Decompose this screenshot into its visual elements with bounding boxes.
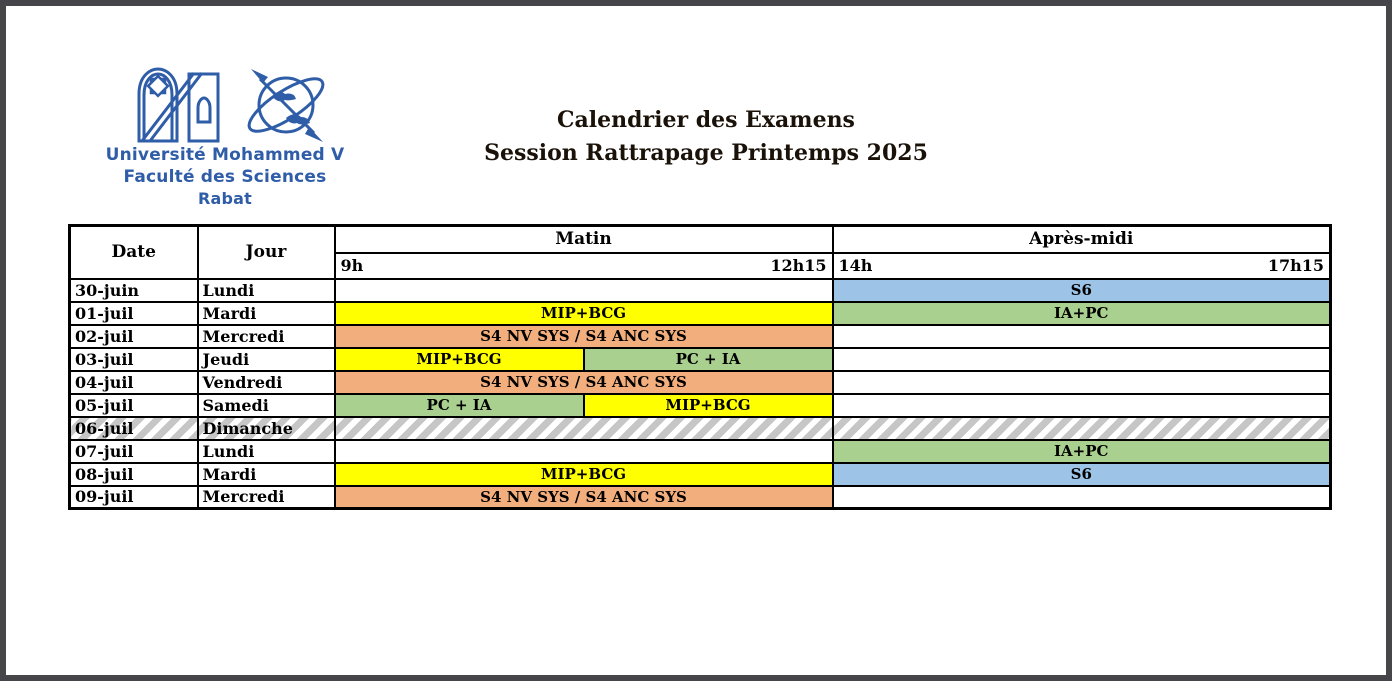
date-cell: 08-juil bbox=[70, 463, 198, 486]
apres-midi-start-time: 14h bbox=[838, 256, 873, 275]
date-cell: 02-juil bbox=[70, 325, 198, 348]
matin-exam-cell: S4 NV SYS / S4 ANC SYS bbox=[335, 486, 833, 509]
date-cell: 07-juil bbox=[70, 440, 198, 463]
table-row bbox=[70, 371, 1331, 394]
matin-exam-cell: MIP+BCG bbox=[584, 394, 833, 417]
university-logo bbox=[134, 62, 332, 152]
date-cell: 09-juil bbox=[70, 486, 198, 509]
apres-midi-exam-cell: IA+PC bbox=[833, 440, 1331, 463]
jour-cell: Vendredi bbox=[198, 371, 335, 394]
apres-midi-exam-cell bbox=[833, 371, 1331, 394]
jour-cell: Samedi bbox=[198, 394, 335, 417]
jour-cell: Jeudi bbox=[198, 348, 335, 371]
matin-exam-cell: PC + IA bbox=[584, 348, 833, 371]
apres-midi-exam-cell bbox=[833, 348, 1331, 371]
table-row bbox=[70, 279, 1331, 302]
globe-orbit-logo-icon bbox=[240, 62, 332, 152]
jour-cell: Mardi bbox=[198, 463, 335, 486]
jour-cell: Mardi bbox=[198, 302, 335, 325]
jour-cell: Lundi bbox=[198, 279, 335, 302]
apres-midi-exam-cell bbox=[833, 417, 1331, 440]
university-name-line1: Université Mohammed V bbox=[105, 145, 345, 165]
jour-column-header: Jour bbox=[198, 226, 335, 279]
matin-exam-cell: MIP+BCG bbox=[335, 302, 833, 325]
matin-exam-cell: PC + IA bbox=[335, 394, 584, 417]
date-cell: 04-juil bbox=[70, 371, 198, 394]
jour-cell: Dimanche bbox=[198, 417, 335, 440]
apres-midi-time-range bbox=[833, 253, 1331, 279]
matin-exam-cell bbox=[335, 440, 833, 463]
matin-start-time: 9h bbox=[340, 256, 364, 275]
matin-exam-cell: MIP+BCG bbox=[335, 348, 584, 371]
jour-cell: Mercredi bbox=[198, 486, 335, 509]
table-row bbox=[70, 486, 1331, 509]
jour-cell: Mercredi bbox=[198, 325, 335, 348]
exam-table-body bbox=[70, 279, 1331, 509]
matin-time-range bbox=[335, 253, 833, 279]
apres-midi-exam-cell: S6 bbox=[833, 279, 1331, 302]
apres-midi-exam-cell: IA+PC bbox=[833, 302, 1331, 325]
university-name-line3: Rabat bbox=[197, 189, 252, 208]
header-row-sections bbox=[70, 226, 1331, 253]
page-title-line2: Session Rattrapage Printemps 2025 bbox=[484, 140, 928, 166]
matin-exam-cell: MIP+BCG bbox=[335, 463, 833, 486]
page-title bbox=[352, 104, 1060, 170]
table-row bbox=[70, 348, 1331, 371]
jour-cell: Lundi bbox=[198, 440, 335, 463]
exam-schedule-table bbox=[68, 224, 1332, 510]
apres-midi-end-time: 17h15 bbox=[1267, 256, 1325, 275]
table-row bbox=[70, 302, 1331, 325]
university-arch-logo-icon bbox=[134, 62, 222, 152]
table-row bbox=[70, 417, 1331, 440]
apres-midi-exam-cell bbox=[833, 486, 1331, 509]
date-cell: 05-juil bbox=[70, 394, 198, 417]
matin-exam-cell: S4 NV SYS / S4 ANC SYS bbox=[335, 325, 833, 348]
table-row bbox=[70, 440, 1331, 463]
apres-midi-exam-cell bbox=[833, 325, 1331, 348]
apres-midi-exam-cell: S6 bbox=[833, 463, 1331, 486]
table-row bbox=[70, 325, 1331, 348]
date-cell: 01-juil bbox=[70, 302, 198, 325]
matin-section-header: Matin bbox=[335, 226, 833, 253]
date-column-header: Date bbox=[70, 226, 198, 279]
table-row bbox=[70, 463, 1331, 486]
date-cell: 30-juin bbox=[70, 279, 198, 302]
table-row bbox=[70, 394, 1331, 417]
matin-exam-cell bbox=[335, 279, 833, 302]
university-name-block bbox=[76, 144, 374, 210]
matin-exam-cell: S4 NV SYS / S4 ANC SYS bbox=[335, 371, 833, 394]
university-name-line2: Faculté des Sciences bbox=[123, 167, 327, 187]
page-title-line1: Calendrier des Examens bbox=[557, 107, 855, 133]
date-cell: 03-juil bbox=[70, 348, 198, 371]
apres-midi-section-header: Après-midi bbox=[833, 226, 1331, 253]
date-cell: 06-juil bbox=[70, 417, 198, 440]
matin-exam-cell bbox=[335, 417, 833, 440]
matin-end-time: 12h15 bbox=[770, 256, 827, 275]
apres-midi-exam-cell bbox=[833, 394, 1331, 417]
